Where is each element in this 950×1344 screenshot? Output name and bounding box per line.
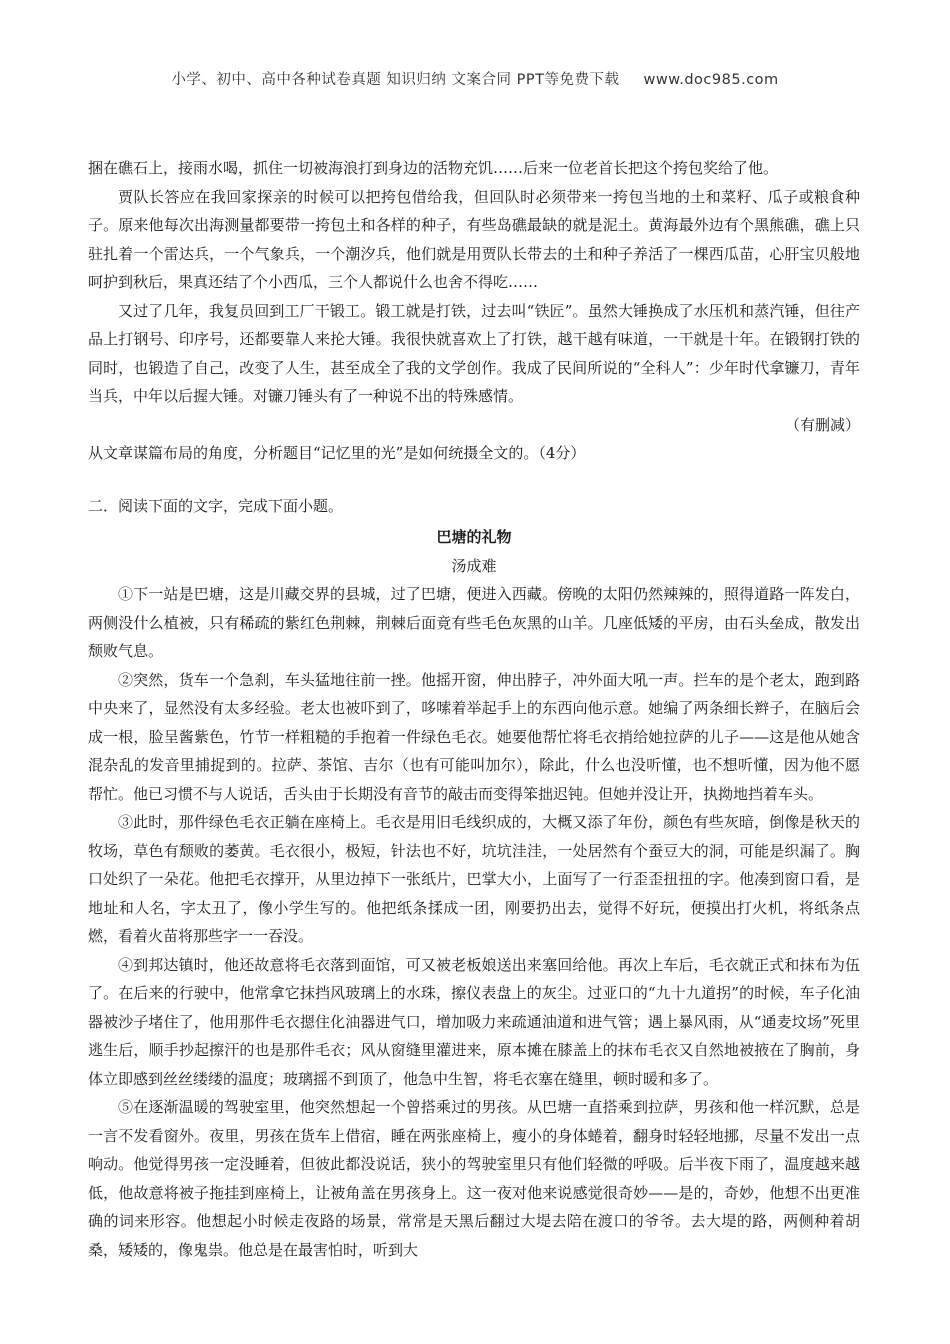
passage1-paragraph-2: 又过了几年，我复员回到工厂干锻工。锻工就是打铁，过去叫“铁匠”。虽然大锤换成了水压机和蒸汽锤，但往产品上打钢号、印序号，还都要靠人来抡大锤。我很快就喜欢上了打铁，越干越有味道，一干就是十年。在锻钢打铁的同时，也锻造了自己，改变了人生，甚至成全了我的文学创作。我成了民间所说的“全科人”：少年时代拿镰刀，青年当兵，中年以后握大锤。对镰刀锤头有了一种说不出的特殊感情。 [88, 301, 860, 405]
article-paragraph-2: ②突然，货车一个急刹，车头猛地往前一挫。他摇开窗，伸出脖子，冲外面大吼一声。拦车的是个老太，跑到路中央来了，显然没有太多经验。老太也被吓到了，哆嗦着举起手上的东西向他示意。她编了两条细长辫子，在脑后会成一根，脸呈酱紫色，竹节一样粗糙的手抱着一件绿色毛衣。她要他帮忙将毛衣捎给她拉萨的儿子——这是他从她含混杂乱的发音里捕捉到的。拉萨、茶馆、吉尔（也有可能叫加尔），除此，什么也没听懂，也不想听懂，因为他不愿帮忙。他已习惯不与人说话，舌头由于长期没有音节的敲击而变得笨拙迟钝。但她并没让开，执拗地挡着车头。 [88, 670, 860, 803]
article-paragraph-5: ⑤在逐渐温暖的驾驶室里，他突然想起一个曾搭乘过的男孩。从巴塘一直搭乘到拉萨，男孩和他一样沉默，总是一言不发看窗外。夜里，男孩在货车上借宿，睡在两张座椅上，瘦小的身体蜷着，翻身时轻轻地挪，尽量不发出一点响动。他觉得男孩一定没睡着，但彼此都没说话，狭小的驾驶室里只有他们轻微的呼吸。后半夜下雨了，温度越来越低，他故意将被子拖挂到座椅上，让被角盖在男孩身上。这一夜对他来说感觉很奇妙——是的，奇妙，他想不出更准确的词来形容。他想起小时候走夜路的场景，常常是天黑后翻过大堤去陪在渡口的爷爷。去大堤的路，两侧种着胡桑，矮矮的，像鬼祟。他总是在最害怕时，听到大 [88, 1098, 860, 1259]
header-site-link[interactable]: www.doc985.com [643, 72, 779, 88]
abridged-note: （有删减） [784, 415, 860, 434]
article-paragraph-4: ④到邦达镇时，他还故意将毛衣落到面馆，可又被老板娘送出来塞回给他。再次上车后，毛衣就正式和抹布为伍了。在后来的行驶中，他常拿它抹挡风玻璃上的水珠，擦仪表盘上的灰尘。过亚口的“九十九道拐”的时候，车子化油器被沙子堵住了，他用那件毛衣摁住化油器进气口，增加吸力来疏通油道和进气管；遇上暴风雨，从“通麦坟场”死里逃生后，顺手抄起擦汗的也是那件毛衣；风从窗缝里灌进来，原本摊在膝盖上的抹布毛衣又自然地被掖在了胸前，身体立即感到丝丝缕缕的温度；玻璃摇不到顶了，他急中生智，将毛衣塞在缝里，顿时暖和多了。 [88, 955, 860, 1088]
article-author: 汤成难 [451, 556, 497, 575]
section-2-heading: 二．阅读下面的文字，完成下面小题。 [88, 496, 344, 515]
passage1-paragraph-1: 贾队长答应在我回家探亲的时候可以把挎包借给我，但回队时必须带来一挎包当地的土和菜籽、瓜子或粮食种子。原来他每次出海测量都要带一挎包土和各样的种子，有些岛礁最缺的就是泥土。黄海最外边有个黑熊礁，礁上只驻扎着一个雷达兵，一个气象兵，一个潮汐兵，他们就是用贾队长带去的土和种子养活了一棵西瓜苗，心肝宝贝般地呵护到秋后，果真还结了个小西瓜，三个人都说什么也舍不得吃…… [88, 187, 860, 291]
article-title: 巴塘的礼物 [436, 528, 512, 546]
passage1-paragraph-0: 捆在礁石上，接雨水喝，抓住一切被海浪打到身边的活物充饥……后来一位老首长把这个挎包奖给了他。 [88, 159, 779, 177]
question-1: 从文章谋篇布局的角度，分析题目“记忆里的光”是如何统摄全文的。（4分） [88, 444, 586, 462]
document-body [88, 154, 860, 1264]
article-paragraph-1: ①下一站是巴塘，这是川藏交界的县城，过了巴塘，便进入西藏。傍晚的太阳仍然辣辣的，照得道路一阵发白，两侧没什么植被，只有稀疏的紫红色荆棘，荆棘后面竟有些毛色灰黑的山羊。几座低矮的平房，由石头垒成，散发出颓败气息。 [88, 585, 860, 660]
header-text: 小学、初中、高中各种试卷真题 知识归纳 文案合同 PPT等免费下载 [171, 72, 620, 88]
page-header [0, 68, 950, 89]
article-paragraph-3: ③此时，那件绿色毛衣正躺在座椅上。毛衣是用旧毛线织成的，大概又添了年份，颜色有些灰暗，倒像是秋天的牧场，草色有颓败的萎黄。毛衣很小，极短，针法也不好，坑坑洼洼，一处居然有个蚕豆大的洞，可能是织漏了。胸口处织了一朵花。他把毛衣撑开，从里边掉下一张纸片，巴掌大小，上面写了一行歪歪扭扭的字。他凑到窗口看，是地址和人名，字太丑了，像小学生写的。他把纸条揉成一团，刚要扔出去，觉得不好玩，便摸出打火机，将纸条点燃，看着火苗将那些字一一吞没。 [88, 813, 860, 945]
